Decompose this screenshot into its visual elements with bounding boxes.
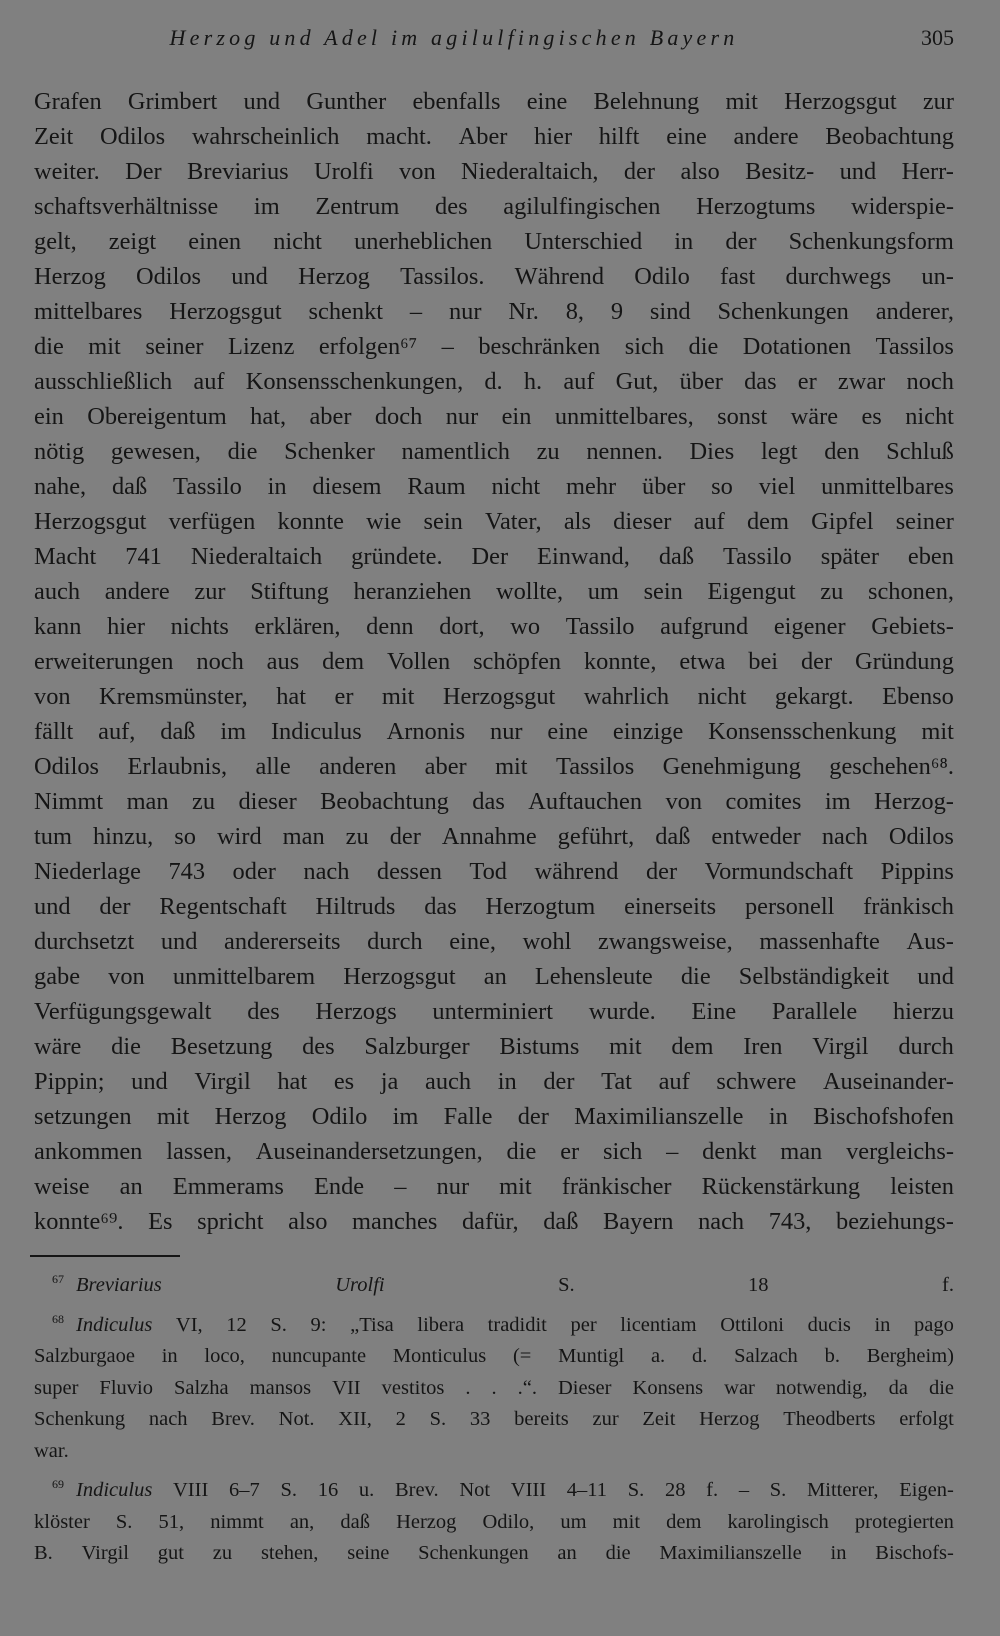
footnote-line: klöster S. 51, nimmt an, daß Herzog Odilo, um mit dem karolingisch protegierten	[34, 1510, 954, 1533]
body-line: Niederlage 743 oder nach dessen Tod während der Vormundschaft Pippins	[34, 858, 954, 885]
body-line: Nimmt man zu dieser Beobachtung das Auftauchen von comites im Herzog-	[34, 788, 954, 815]
body-line: Herzog Odilos und Herzog Tassilos. Während Odilo fast durchwegs un-	[34, 263, 954, 290]
body-line: konnte⁶⁹. Es spricht also manches dafür, daß Bayern nach 743, beziehungs-	[34, 1208, 954, 1235]
body-line: die mit seiner Lizenz erfolgen⁶⁷ – beschränken sich die Dotationen Tassilos	[34, 333, 954, 360]
body-line: weise an Emmerams Ende – nur mit fränkischer Rückenstärkung leisten	[34, 1173, 954, 1200]
body-line: ankommen lassen, Auseinandersetzungen, die er sich – denkt man vergleichs-	[34, 1138, 954, 1165]
footnote-number: 67	[52, 1272, 64, 1286]
footnote-line: $^{68}$ Indiculus VI, 12 S. 9: „Tisa libera tradidit per licentiam Ottiloni ducis in pago	[52, 1311, 954, 1336]
body-line: von Kremsmünster, hat er mit Herzogsgut wahrlich nicht gekargt. Ebenso	[34, 683, 954, 710]
footnote-number: 68	[52, 1311, 64, 1326]
body-line: weiter. Der Breviarius Urolfi von Niederaltaich, der also Besitz- und Herr-	[34, 158, 954, 185]
body-line: Zeit Odilos wahrscheinlich macht. Aber hier hilft eine andere Beobachtung	[34, 123, 954, 150]
running-title: Herzog und Adel im agilulfingischen Bayern	[169, 25, 739, 50]
footnote-line: Salzburgaoe in loco, nuncupante Monticulus (= Muntigl a. d. Salzach b. Bergheim)	[34, 1345, 954, 1367]
body-line: erweiterungen noch aus dem Vollen schöpfen konnte, etwa bei der Gründung	[34, 648, 954, 675]
body-line: Verfügungsgewalt des Herzogs unterminiert wurde. Eine Parallele hierzu	[34, 998, 954, 1025]
body-line: schaftsverhältnisse im Zentrum des agilulfingischen Herzogtums widerspie-	[34, 193, 954, 220]
body-line: ein Obereigentum hat, aber doch nur ein unmittelbares, sonst wäre es nicht	[34, 403, 954, 430]
footnote-line: war.	[34, 1439, 69, 1462]
page-number: 305	[921, 25, 954, 50]
body-line: nötig gewesen, die Schenker namentlich zu nennen. Dies legt den Schluß	[34, 438, 954, 465]
body-line: gelt, zeigt einen nicht unerheblichen Unterschied in der Schenkungsform	[34, 228, 954, 255]
footnote-line: $^{67}$ Breviarius Urolfi S. 18 f.	[52, 1272, 954, 1296]
footnote-line: super Fluvio Salzha mansos VII vestitos . . .“. Dieser Konsens war notwendig, da die	[34, 1376, 954, 1399]
body-line: Macht 741 Niederaltaich gründete. Der Einwand, daß Tassilo später eben	[34, 543, 954, 570]
body-line: auch andere zur Stiftung heranziehen wollte, um sein Eigengut zu schonen,	[34, 578, 954, 605]
footnotes	[34, 1270, 954, 1570]
footnote-line: $^{69}$ Indiculus VIII 6–7 S. 16 u. Brev. Not VIII 4–11 S. 28 f. – S. Mitterer, Eigen-	[52, 1477, 954, 1501]
body-line: fällt auf, daß im Indiculus Arnonis nur eine einzige Konsensschenkung mit	[34, 718, 954, 745]
body-line: Herzogsgut verfügen konnte wie sein Vater, als dieser auf dem Gipfel seiner	[34, 508, 954, 535]
body-line: Grafen Grimbert und Gunther ebenfalls eine Belehnung mit Herzogsgut zur	[34, 88, 954, 115]
body-line: Pippin; und Virgil hat es ja auch in der Tat auf schwere Auseinander-	[34, 1068, 954, 1095]
body-line: Odilos Erlaubnis, alle anderen aber mit Tassilos Genehmigung geschehen⁶⁸.	[34, 753, 954, 780]
footnote-rule	[30, 1255, 180, 1257]
body-line: durchsetzt und andererseits durch eine, wohl zwangsweise, massenhafte Aus-	[34, 928, 954, 955]
body-line: tum hinzu, so wird man zu der Annahme geführt, daß entweder nach Odilos	[34, 823, 954, 850]
body-line: und der Regentschaft Hiltruds das Herzogtum einerseits personell fränkisch	[34, 893, 954, 920]
footnote-line: B. Virgil gut zu stehen, seine Schenkungen an die Maximilianszelle in Bischofs-	[34, 1542, 954, 1564]
body-line: kann hier nichts erklären, denn dort, wo Tassilo aufgrund eigener Gebiets-	[34, 613, 954, 640]
body-line: gabe von unmittelbarem Herzogsgut an Lehensleute die Selbständigkeit und	[34, 963, 954, 990]
body-line: nahe, daß Tassilo in diesem Raum nicht mehr über so viel unmittelbares	[34, 473, 954, 500]
body-line: setzungen mit Herzog Odilo im Falle der Maximilianszelle in Bischofshofen	[34, 1103, 954, 1130]
body-line: mittelbares Herzogsgut schenkt – nur Nr. 8, 9 sind Schenkungen anderer,	[34, 298, 954, 325]
running-head	[34, 20, 954, 56]
footnote-line: Schenkung nach Brev. Not. XII, 2 S. 33 bereits zur Zeit Herzog Theodberts erfolgt	[34, 1408, 954, 1430]
footnote-number: 69	[52, 1477, 64, 1491]
body-text	[34, 84, 954, 1239]
body-line: ausschließlich auf Konsensschenkungen, d. h. auf Gut, über das er zwar noch	[34, 368, 954, 395]
body-line: wäre die Besetzung des Salzburger Bistums mit dem Iren Virgil durch	[34, 1033, 954, 1060]
